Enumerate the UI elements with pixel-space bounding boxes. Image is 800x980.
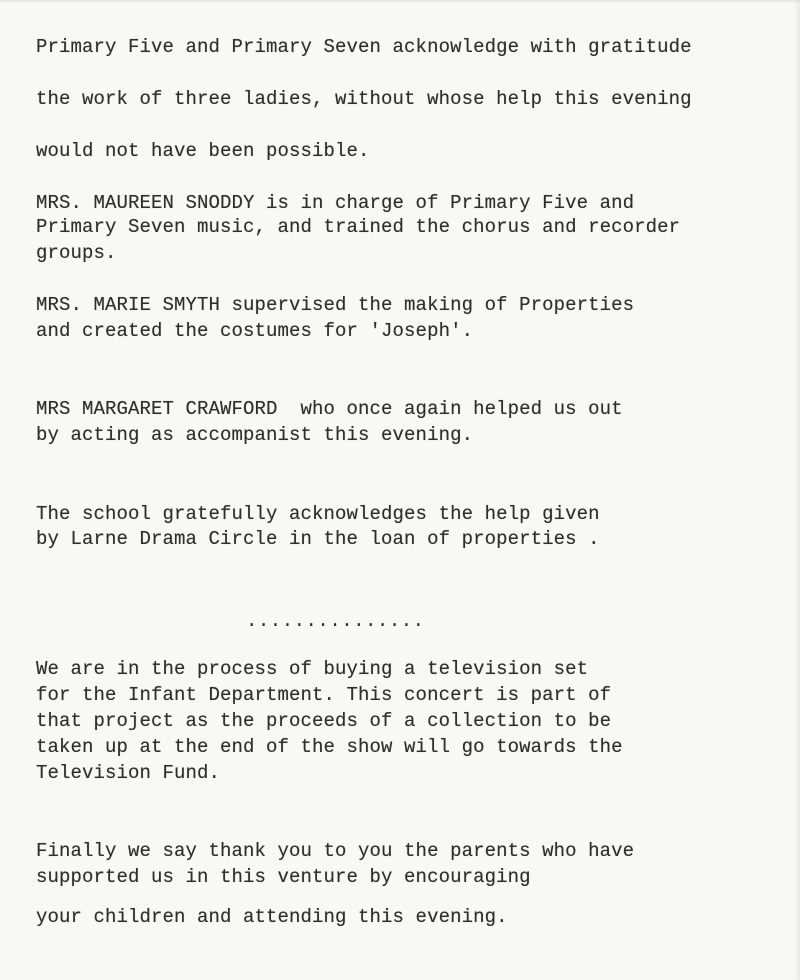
television-line-1: We are in the process of buying a television set xyxy=(36,658,589,680)
smyth-line-2: and created the costumes for 'Joseph'. xyxy=(36,320,474,342)
scan-right-edge xyxy=(794,0,800,980)
television-line-3: that project as the proceeds of a collection to be xyxy=(36,710,612,732)
snoddy-line-3: groups. xyxy=(36,242,117,264)
television-line-5: Television Fund. xyxy=(36,762,221,784)
crawford-line-1: MRS MARGARET CRAWFORD who once again helped us out xyxy=(36,398,623,420)
scan-top-edge xyxy=(0,0,800,4)
snoddy-line-1: MRS. MAUREEN SNODDY is in charge of Primary Five and xyxy=(36,192,635,214)
drama-line-2: by Larne Drama Circle in the loan of properties . xyxy=(36,528,600,550)
finally-line-3: your children and attending this evening. xyxy=(36,906,508,928)
intro-line-3: would not have been possible. xyxy=(36,140,370,162)
intro-line-2: the work of three ladies, without whose help this evening xyxy=(36,88,692,110)
television-line-4: taken up at the end of the show will go towards the xyxy=(36,736,623,758)
television-line-2: for the Infant Department. This concert is part of xyxy=(36,684,612,706)
smyth-line-1: MRS. MARIE SMYTH supervised the making of Properties xyxy=(36,294,635,316)
finally-line-1: Finally we say thank you to you the parents who have xyxy=(36,840,635,862)
crawford-line-2: by acting as accompanist this evening. xyxy=(36,424,474,446)
snoddy-line-2: Primary Seven music, and trained the chorus and recorder xyxy=(36,216,681,238)
dotted-separator: ............... xyxy=(246,610,425,632)
drama-line-1: The school gratefully acknowledges the help given xyxy=(36,503,600,525)
finally-line-2: supported us in this venture by encouraging xyxy=(36,866,531,888)
intro-line-1: Primary Five and Primary Seven acknowledge with gratitude xyxy=(36,36,692,58)
